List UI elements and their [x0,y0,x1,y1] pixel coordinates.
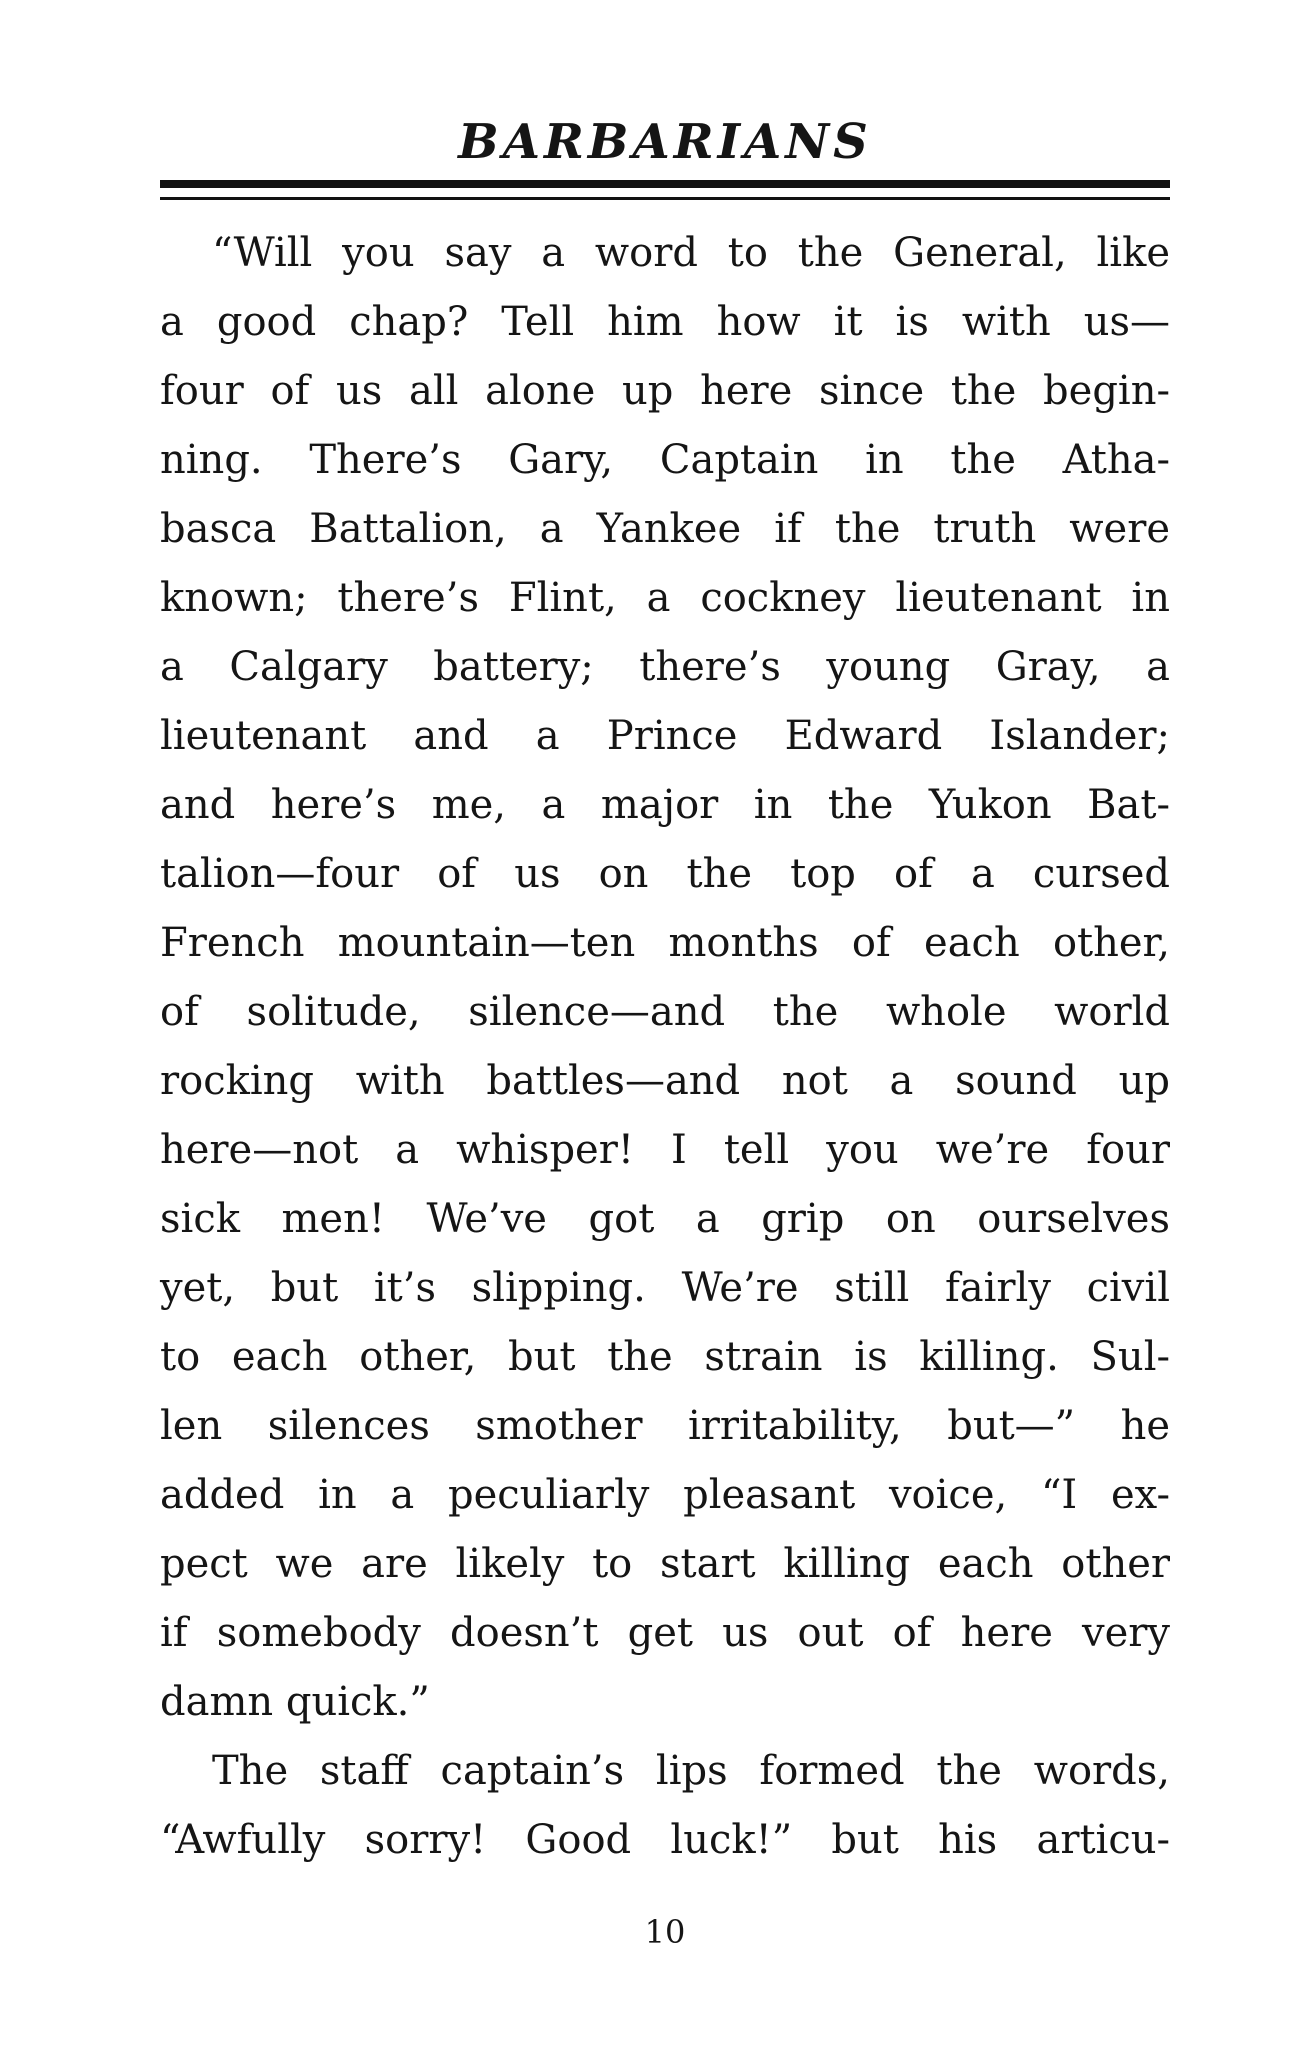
text-line: talion—four of us on the top of a cursed [160,851,1170,897]
text-line: “Awfully sorry! Good luck!” but his articu- [160,1817,1170,1863]
text-line: of solitude, silence—and the whole world [160,989,1170,1035]
text-line: to each other, but the strain is killing. Sul- [160,1334,1170,1380]
page-number: 10 [644,1913,686,1951]
running-title: BARBARIANS [458,114,872,170]
header-rule-thick [160,180,1170,188]
text-line: a Calgary battery; there’s young Gray, a [160,644,1170,690]
text-line: rocking with battles—and not a sound up [160,1058,1170,1104]
text-line: lieutenant and a Prince Edward Islander; [160,713,1170,759]
text-line: yet, but it’s slipping. We’re still fairly civil [160,1265,1170,1311]
text-line: French mountain—ten months of each other, [160,920,1170,966]
text-line: four of us all alone up here since the begin- [160,368,1170,414]
text-line: known; there’s Flint, a cockney lieutenant in [160,575,1170,621]
text-line: The staff captain’s lips formed the words, [212,1748,1170,1794]
text-line: pect we are likely to start killing each other [160,1541,1170,1587]
text-line: damn quick.” [160,1679,430,1725]
text-line: len silences smother irritability, but—” he [160,1403,1170,1449]
text-line: a good chap? Tell him how it is with us— [160,299,1170,345]
text-line: ning. There’s Gary, Captain in the Atha- [160,437,1170,483]
text-line: “Will you say a word to the General, like [212,230,1170,276]
body-text [160,219,1170,1875]
text-line: here—not a whisper! I tell you we’re four [160,1127,1170,1173]
text-line: basca Battalion, a Yankee if the truth were [160,506,1170,552]
text-line: sick men! We’ve got a grip on ourselves [160,1196,1170,1242]
text-line: if somebody doesn’t get us out of here very [160,1610,1170,1656]
text-line: and here’s me, a major in the Yukon Bat- [160,782,1170,828]
text-line: added in a peculiarly pleasant voice, “I ex- [160,1472,1170,1518]
header-rule-thin [160,197,1170,200]
